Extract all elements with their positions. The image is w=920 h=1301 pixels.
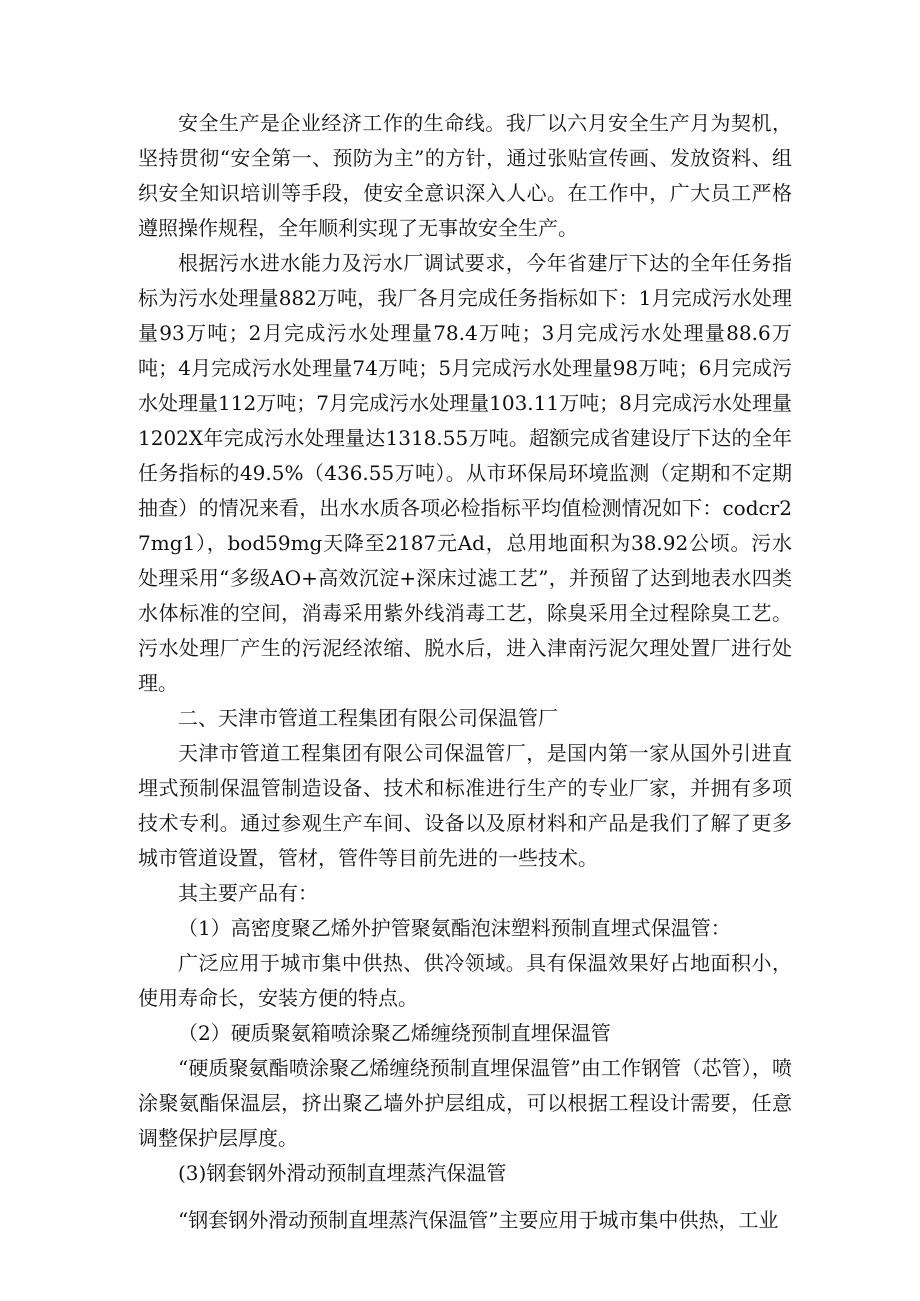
section-heading-insulation-pipe-factory: 二、天津市管道工程集团有限公司保温管厂	[178, 706, 558, 730]
product-item-3-description: “钢套钢外滑动预制直埋蒸汽保温管”主要应用于城市集中供热，工业	[178, 1208, 779, 1232]
product-item-1-title: （1）高密度聚乙烯外护管聚氨酯泡沫塑料预制直埋式保温管：	[178, 916, 731, 940]
paragraph-spacer	[138, 1191, 792, 1203]
product-item-1-description: 广泛应用于城市集中供热、供冷领域。具有保温效果好占地面积小，使用寿命长，安装方便的特点。	[138, 951, 792, 1010]
paragraph-safety-production: 安全生产是企业经济工作的生命线。我厂以六月安全生产月为契机，坚持贯彻“安全第一、预防为主”的方针，通过张贴宣传画、发放资料、组织安全知识培训等手段，使安全意识深入人心。在工作中，广大员工严格遵照操作规程，全年顺利实现了无事故安全生产。	[138, 111, 792, 240]
product-item-3-title: (3)钢套钢外滑动预制直埋蒸汽保温管	[178, 1161, 507, 1185]
product-item-2-description: “硬质聚氨酯喷涂聚乙烯缠绕预制直埋保温管”由工作钢管（芯管），喷涂聚氨酯保温层，挤出聚乙墙外护层组成，可以根据工程设计需要，任意调整保护层厚度。	[138, 1056, 792, 1150]
paragraph-sewage-treatment-volume: 根据污水进水能力及污水厂调试要求，今年省建厅下达的全年任务指标为污水处理量882万吨，我厂各月完成任务指标如下：1月完成污水处理量93万吨；2月完成污水处理量78.4万吨；3月完成污水处理量88.6万吨；4月完成污水处理量74万吨；5月完成污水处理量98万吨；6月完成污水处理量112万吨；7月完成污水处理量103.11万吨；8月完成污水处理量1202X年完成污水处理量达1318.55万吨。超额完成省建设厅下达的全年任务指标的49.5%（436.55万吨）。从市环保局环境监测（定期和不定期抽查）的情况来看，出水水质各项必检指标平均值检测情况如下：codcr27mg1），bod59mg天降至2187元Ad，总用地面积为38.92公顷。污水处理采用“多级AO+高效沉淀+深床过滤工艺”，并预留了达到地表水四类水体标准的空间，消毒采用紫外线消毒工艺，除臭采用全过程除臭工艺。污水处理厂产生的污泥经浓缩、脱水后，进入津南污泥欠理处置厂进行处理。	[138, 251, 792, 695]
paragraph-factory-introduction: 天津市管道工程集团有限公司保温管厂，是国内第一家从国外引进直埋式预制保温管制造设备、技术和标准进行生产的专业厂家，并拥有多项技术专利。通过参观生产车间、设备以及原材料和产品是我们了解了更多城市管道设置，管材，管件等目前先进的一些技术。	[138, 741, 792, 870]
paragraph-main-products-intro: 其主要产品有：	[178, 881, 318, 905]
product-item-2-title: （2）硬质聚氨箱喷涂聚乙烯缠绕预制直埋保温管	[178, 1021, 611, 1045]
document-body	[138, 106, 792, 1238]
